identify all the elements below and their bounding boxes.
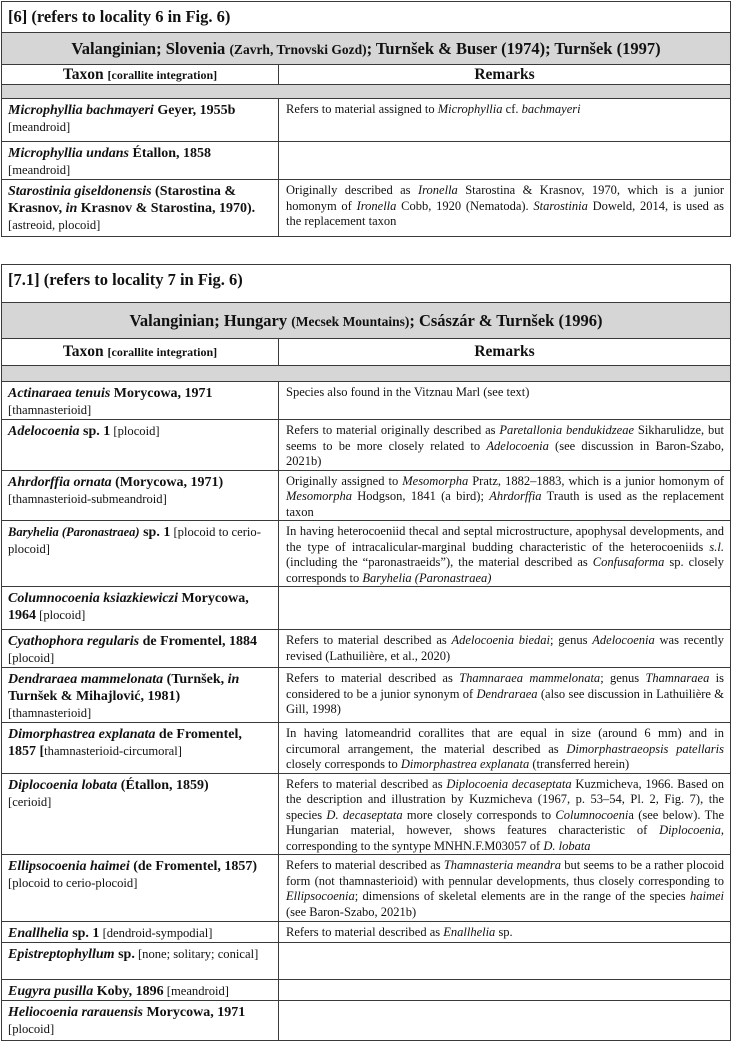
remark-italic-term: Baryhelia (Paronastraea)	[362, 570, 492, 585]
taxon-author: (Turnšek,	[163, 672, 228, 687]
corallite-integration: [plocoid]	[8, 651, 55, 665]
taxon-name: Microphyllia bachmayeri	[8, 103, 154, 118]
locality-title: [6] (refers to locality 6 in Fig. 6)	[2, 2, 731, 33]
taxon-name: Columnocoenia ksiazkiewiczi	[8, 591, 178, 606]
locality-subtitle: Valanginian; Slovenia (Zavrh, Trnovski Gozd); Turnšek & Buser (1974); Turnšek (1997)	[2, 33, 731, 65]
remark-text: (including the “paronastraeids”), the material described as	[286, 555, 593, 569]
taxon-name: Ellipsocoenia haimei	[8, 859, 130, 874]
remark-text: Refers to material described as	[286, 776, 447, 791]
remark-text: (see discussion in Baron-Szabo, 2021b)	[286, 438, 725, 468]
corallite-integration: [plocoid to cerio-plocoid]	[8, 525, 261, 556]
taxon-name: Eugyra pusilla	[8, 984, 94, 999]
remarks-cell	[279, 470, 731, 521]
remarks-cell	[279, 723, 731, 774]
remarks-cell	[279, 99, 731, 142]
remark-italic-term: Diplocoenia	[659, 823, 721, 837]
remarks-cell	[279, 668, 731, 723]
spacer-row	[2, 85, 731, 99]
taxon-cell	[2, 943, 279, 980]
remarks-cell	[279, 180, 731, 237]
remark-text: Refers to material originally described as	[286, 423, 500, 437]
remark-text: ; genus	[600, 671, 646, 685]
table-row	[2, 723, 731, 774]
remark-text: more closely corresponds to	[402, 807, 556, 822]
locality-7-1-table	[1, 264, 731, 1041]
taxon-name: Starostinia giseldonensis	[8, 184, 152, 199]
table-row	[2, 587, 731, 630]
corallite-integration: [plocoid]	[110, 424, 160, 438]
remarks-cell	[279, 630, 731, 668]
remark-text: Refers to material described as	[286, 633, 452, 647]
table-row	[2, 922, 731, 943]
taxon-cell	[2, 773, 279, 855]
remark-text: sp. closely corresponds to	[286, 555, 725, 585]
remarks-cell	[279, 521, 731, 587]
taxon-name: Baryhelia (Paronastraea)	[8, 525, 140, 539]
taxon-cell	[2, 587, 279, 630]
taxon-author: Morycowa, 1971	[142, 1005, 246, 1020]
remark-italic-term: Thamnaraea	[645, 671, 710, 685]
taxon-author: sp. 1	[79, 424, 111, 439]
table-row	[2, 855, 731, 922]
remark-italic-term: Ironella	[356, 198, 397, 213]
taxon-name: Actinaraea tenuis	[8, 386, 111, 401]
corallite-integration: [meandroid]	[163, 984, 230, 998]
remark-text: is considered to be a junior synonym of	[286, 671, 725, 701]
table-row	[2, 99, 731, 142]
remark-text: In having latomeandrid corallites that are equal in size (around 6 mm) and in circumoral arrangement, the material described as	[286, 726, 725, 756]
taxon-author-secondary: Krasnov & Starostina, 1970).	[77, 201, 256, 216]
taxon-name: Microphyllia undans	[8, 146, 129, 161]
remarks-cell	[279, 855, 731, 922]
taxon-author: (Starostina & Krasnov,	[8, 184, 237, 216]
taxon-author-in: in	[65, 201, 78, 216]
taxon-author: de Fromentel, 1884	[139, 634, 258, 649]
remarks-cell	[279, 420, 731, 471]
remark-italic-term: D. lobata	[543, 838, 591, 853]
taxon-author: (Morycowa, 1971)	[111, 474, 224, 490]
remark-text: closely corresponds to	[286, 757, 401, 771]
taxon-name: Heliocoenia rarauensis	[8, 1005, 143, 1020]
table-row	[2, 1001, 731, 1041]
remark-text: Originally assigned to	[286, 473, 403, 488]
remark-italic-term: s.l.	[709, 539, 725, 554]
remark-text: Refers to material assigned to	[286, 102, 438, 116]
remarks-cell	[279, 587, 731, 630]
remarks-cell	[279, 382, 731, 420]
taxon-name: Adelocoenia	[8, 424, 80, 439]
remark-italic-term: Mesomorpha	[286, 489, 352, 503]
remark-text: (transferred herein)	[529, 757, 630, 771]
remark-italic-term: Confusaforma	[592, 555, 665, 569]
remarks-cell	[279, 980, 731, 1001]
corallite-integration: [thamnasterioid]	[8, 706, 92, 720]
remark-text: ; dimensions of skeletal elements are in the range of the species	[354, 889, 690, 903]
spacer-cell	[2, 366, 731, 382]
taxon-cell	[2, 180, 279, 237]
table-row	[2, 668, 731, 723]
taxon-author: (Étallon, 1859)	[117, 777, 209, 793]
locality-6-table	[1, 1, 731, 237]
remark-italic-term: Dimorphastraeopsis patellaris	[566, 741, 725, 756]
remark-italic-term: Ahrdorffia	[489, 489, 542, 503]
remark-text: Cobb, 1920 (Nematoda).	[396, 198, 534, 213]
remark-italic-term: Paretallonia bendukidzeae	[499, 423, 634, 437]
taxon-author: Geyer, 1955b	[153, 103, 236, 118]
locality-title: [7.1] (refers to locality 7 in Fig. 6)	[2, 265, 731, 303]
taxon-cell	[2, 420, 279, 471]
taxon-rows	[2, 99, 731, 237]
remark-text: cf.	[502, 102, 522, 116]
remarks-column-header: Remarks	[279, 65, 731, 85]
corallite-integration: [astreoid, plocoid]	[8, 218, 101, 232]
remark-italic-term: Thamnaraea mammelonata	[459, 671, 601, 685]
remarks-cell	[279, 773, 731, 855]
taxon-rows	[2, 382, 731, 1041]
remark-text: Kuzmicheva, 1966. Based on the description and illustration by Kuzmicheva (1967, p. 53–54, Pl. 2, Fig. 7), the species	[286, 776, 725, 822]
remark-text: Refers to material described as	[286, 858, 444, 872]
taxon-cell	[2, 630, 279, 668]
remark-text: Species also found in the Vitznau Marl (see text)	[286, 385, 530, 399]
table-row	[2, 521, 731, 587]
table-row	[2, 943, 731, 980]
remark-text: but seems to be a rather plocoid form (not thamnasterioid) with pennular developments, thus closely corresponding to	[286, 858, 725, 888]
corallite-integration: thamnasterioid-circumoral]	[44, 744, 182, 758]
remark-italic-term: Adelocoenia biedai	[451, 633, 551, 647]
corallite-integration: [dendroid-sympodial]	[99, 926, 213, 940]
remark-italic-term: Ironella	[417, 183, 458, 197]
table-row	[2, 142, 731, 180]
remark-italic-term: haimei	[689, 889, 725, 903]
table-title-row	[2, 2, 731, 33]
taxon-author: Étallon, 1858	[128, 146, 212, 161]
table-row	[2, 420, 731, 471]
remark-text: Trauth is used as the replacement taxon	[286, 489, 725, 519]
taxon-author: de Fromentel, 1857 [	[8, 727, 242, 759]
remark-italic-term: Starostinia	[533, 198, 588, 213]
remark-italic-term: Ellipsocoenia	[286, 889, 355, 903]
taxon-author-in: in	[227, 672, 240, 687]
spacer-row	[2, 366, 731, 382]
taxon-cell	[2, 723, 279, 774]
corallite-integration: [thamnasterioid-submeandroid]	[8, 491, 167, 506]
remark-italic-term: D. decaseptata	[326, 807, 403, 822]
corallite-integration: [plocoid]	[8, 1022, 55, 1036]
taxon-cell	[2, 142, 279, 180]
corallite-integration: [none; solitary; conical]	[134, 947, 259, 961]
table-row	[2, 630, 731, 668]
corallite-integration: [plocoid]	[36, 608, 86, 622]
column-header-row	[2, 339, 731, 366]
taxon-cell	[2, 922, 279, 943]
remark-italic-term: Columnocoeni	[555, 807, 629, 822]
taxon-name: Dendraraea mammelonata	[8, 672, 164, 687]
remarks-cell	[279, 922, 731, 943]
taxon-name: Enallhelia	[8, 926, 69, 941]
corallite-integration: [thamnasterioid]	[8, 403, 92, 417]
table-subtitle-row	[2, 33, 731, 65]
remarks-column-header: Remarks	[279, 339, 731, 366]
remarks-cell	[279, 943, 731, 980]
taxon-author: (de Fromentel, 1857)	[129, 859, 257, 874]
remark-text: Sikharulidze, but seems to be more closely related to	[286, 423, 724, 453]
table-row	[2, 180, 731, 237]
table-row	[2, 470, 731, 521]
remark-text: Refers to material described as	[286, 671, 460, 685]
taxon-name: Epistreptophyllum	[8, 947, 115, 962]
taxon-column-header: Taxon [corallite integration]	[2, 339, 279, 366]
taxon-author-secondary: Turnšek & Mihajlović, 1981)	[8, 689, 181, 704]
taxon-name: Diplocoenia lobata	[8, 777, 118, 793]
remark-text: In having heterocoeniid thecal and septal microstructure, apophysal developments, and the type of intracalicular-marginal budding characteristic of the heterocoeniids	[286, 524, 725, 554]
table-subtitle-row	[2, 303, 731, 339]
remark-italic-term: Adelocoenia	[486, 438, 549, 453]
column-header-row	[2, 65, 731, 85]
table-title-row	[2, 265, 731, 303]
taxon-cell	[2, 99, 279, 142]
corallite-integration: [cerioid]	[8, 794, 52, 809]
taxon-cell	[2, 855, 279, 922]
taxon-name: Ahrdorffia ornata	[8, 474, 112, 490]
remark-text: Refers to material described as	[286, 925, 444, 939]
corallite-integration: [meandroid]	[8, 163, 71, 177]
taxon-author: sp. 1	[68, 926, 100, 941]
remark-text: Originally described as	[286, 183, 418, 197]
taxon-cell	[2, 521, 279, 587]
remark-italic-term: Thamnasteria meandra	[443, 858, 562, 872]
remark-italic-term: Dimorphastrea explanata	[400, 757, 530, 771]
remark-text: (also see discussion in Lathuilière & Gill, 1998)	[286, 686, 725, 716]
spacer-cell	[2, 85, 731, 99]
taxon-cell	[2, 382, 279, 420]
remark-italic-term: Diplocoenia decaseptata	[446, 776, 572, 791]
taxon-cell	[2, 1001, 279, 1041]
remark-text: Hodgson, 1841 (a bird);	[351, 489, 490, 503]
remark-text: was recently revised (Lathuilière, et al., 2020)	[286, 633, 725, 663]
remark-italic-term: bachmayeri	[521, 102, 581, 116]
taxon-name: Cyathophora regularis	[8, 634, 140, 649]
corallite-integration: [plocoid to cerio-plocoid]	[8, 876, 138, 890]
remarks-cell	[279, 142, 731, 180]
remark-text: Pratz, 1882–1883, which is a junior homonym of	[468, 473, 725, 488]
remark-text: sp.	[495, 925, 513, 939]
taxon-author: sp.	[114, 947, 135, 962]
remark-text: Starostina & Krasnov, 1970, which is a junior homonym of	[286, 183, 725, 213]
table-row	[2, 773, 731, 855]
remarks-cell	[279, 1001, 731, 1041]
taxon-author: sp. 1	[139, 525, 171, 540]
taxon-cell	[2, 668, 279, 723]
taxon-column-header: Taxon [corallite integration]	[2, 65, 279, 85]
remark-italic-term: Mesomorpha	[402, 473, 469, 488]
corallite-integration: [meandroid]	[8, 120, 71, 134]
remark-italic-term: Microphyllia	[437, 102, 503, 116]
taxon-name: Dimorphastrea explanata	[8, 727, 156, 742]
remark-text: ; genus	[550, 633, 593, 647]
taxon-cell	[2, 980, 279, 1001]
table-row	[2, 980, 731, 1001]
remark-italic-term: Enallhelia	[443, 925, 496, 939]
taxon-author: Morycowa, 1971	[110, 386, 213, 401]
table-row	[2, 382, 731, 420]
remark-italic-term: Adelocoenia	[592, 633, 655, 647]
remark-text: Doweld, 2014, is used as the replacement taxon	[286, 198, 725, 228]
remark-text: a (see below). The Hungarian material, however, shows features characteristic of	[286, 807, 725, 837]
taxon-author: Morycowa, 1964	[8, 591, 249, 623]
remark-text: (see Baron-Szabo, 2021b)	[286, 904, 417, 919]
remark-text: , corresponding to the syntype MNHN.F.M03057 of	[286, 823, 725, 853]
taxon-cell	[2, 470, 279, 521]
locality-subtitle: Valanginian; Hungary (Mecsek Mountains); Császár & Turnšek (1996)	[2, 303, 731, 339]
taxon-author: Koby, 1896	[93, 984, 164, 999]
remark-italic-term: Dendraraea	[476, 686, 538, 701]
